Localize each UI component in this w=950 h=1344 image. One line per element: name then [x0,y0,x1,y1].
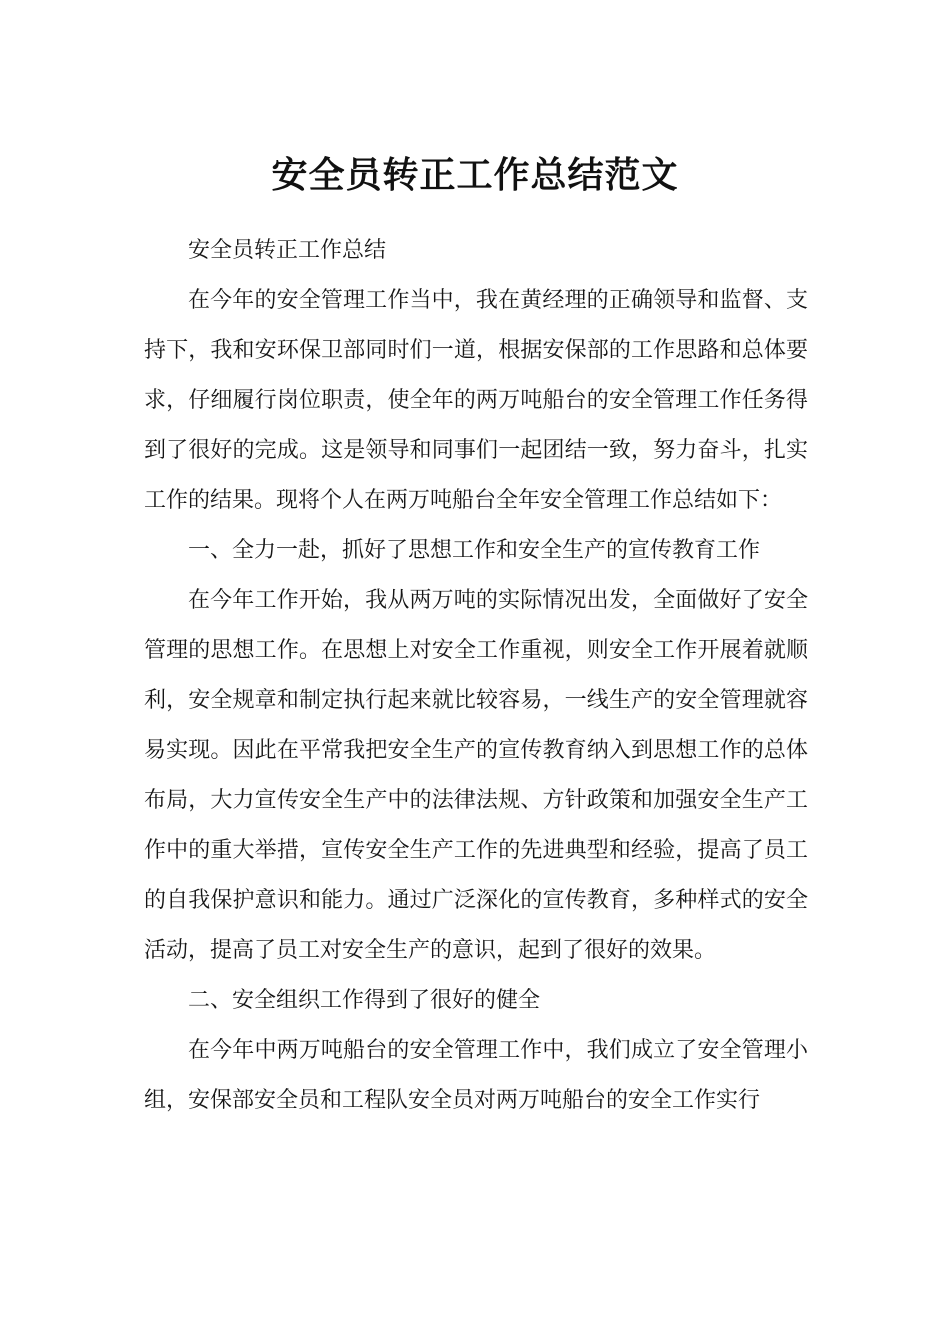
section-heading-1: 一、全力一赴，抓好了思想工作和安全生产的宣传教育工作 [188,538,761,563]
document-body [144,226,808,1126]
section-heading-2: 二、安全组织工作得到了很好的健全 [188,988,541,1013]
section-2-paragraph: 在今年中两万吨船台的安全管理工作中，我们成立了安全管理小组，安保部安全员和工程队安全员对两万吨船台的安全工作实行 [144,1038,808,1113]
document-title: 安全员转正工作总结范文 [271,155,679,197]
section-1-paragraph: 在今年工作开始，我从两万吨的实际情况出发，全面做好了安全管理的思想工作。在思想上对安全工作重视，则安全工作开展着就顺利，安全规章和制定执行起来就比较容易，一线生产的安全管理就容易实现。因此在平常我把安全生产的宣传教育纳入到思想工作的总体布局，大力宣传安全生产中的法律法规、方针政策和加强安全生产工作中的重大举措，宣传安全生产工作的先进典型和经验，提高了员工的自我保护意识和能力。通过广泛深化的宣传教育，多种样式的安全活动，提高了员工对安全生产的意识，起到了很好的效果。 [144,588,808,963]
subtitle-paragraph: 安全员转正工作总结 [188,238,387,263]
intro-paragraph: 在今年的安全管理工作当中，我在黄经理的正确领导和监督、支持下，我和安环保卫部同时们一道，根据安保部的工作思路和总体要求，仔细履行岗位职责，使全年的两万吨船台的安全管理工作任务得到了很好的完成。这是领导和同事们一起团结一致，努力奋斗，扎实工作的结果。现将个人在两万吨船台全年安全管理工作总结如下： [144,288,808,513]
